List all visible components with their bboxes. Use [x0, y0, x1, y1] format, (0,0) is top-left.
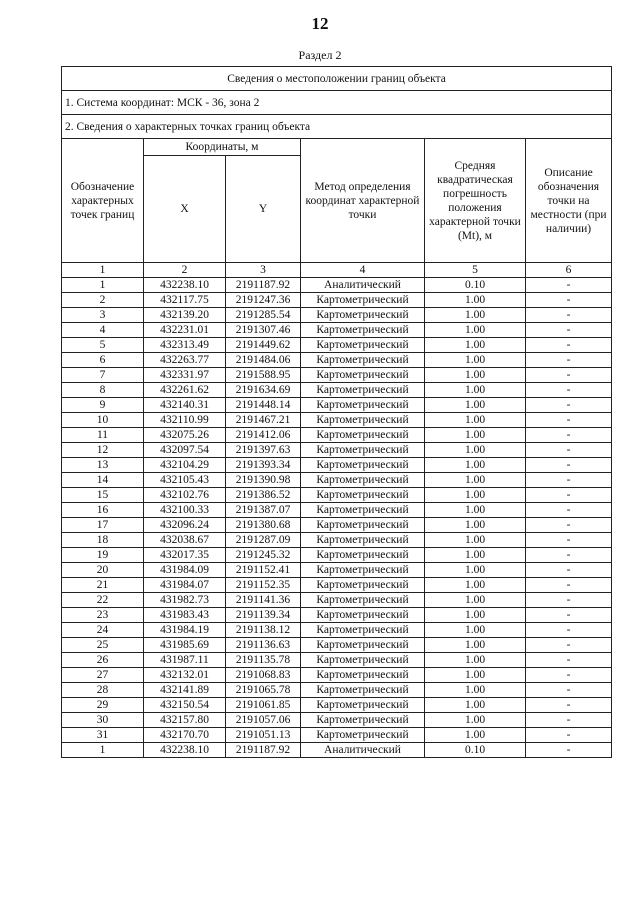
x-coordinate-cell: 432313.49 [144, 338, 226, 353]
y-coordinate-cell: 2191138.12 [226, 623, 301, 638]
method-cell: Аналитический [301, 743, 425, 758]
coord-system: 1. Система координат: МСК - 36, зона 2 [62, 91, 612, 115]
point-number-cell: 19 [62, 548, 144, 563]
error-cell: 1.00 [425, 368, 526, 383]
y-coordinate-cell: 2191057.06 [226, 713, 301, 728]
error-cell: 1.00 [425, 623, 526, 638]
y-coordinate-cell: 2191152.41 [226, 563, 301, 578]
error-cell: 1.00 [425, 338, 526, 353]
table-row [62, 293, 612, 308]
description-cell: - [526, 323, 612, 338]
description-cell: - [526, 578, 612, 593]
y-coordinate-cell: 2191387.07 [226, 503, 301, 518]
y-coordinate-cell: 2191141.36 [226, 593, 301, 608]
point-number-cell: 16 [62, 503, 144, 518]
header-point: Обозначение характерных точек границ [62, 139, 144, 263]
description-cell: - [526, 743, 612, 758]
point-number-cell: 27 [62, 668, 144, 683]
description-cell: - [526, 488, 612, 503]
table-row [62, 548, 612, 563]
x-coordinate-cell: 432140.31 [144, 398, 226, 413]
description-cell: - [526, 413, 612, 428]
method-cell: Картометрический [301, 398, 425, 413]
table-row [62, 398, 612, 413]
point-number-cell: 10 [62, 413, 144, 428]
table-row [62, 743, 612, 758]
y-coordinate-cell: 2191287.09 [226, 533, 301, 548]
point-number-cell: 29 [62, 698, 144, 713]
error-cell: 1.00 [425, 593, 526, 608]
y-coordinate-cell: 2191412.06 [226, 428, 301, 443]
description-cell: - [526, 473, 612, 488]
point-number-cell: 20 [62, 563, 144, 578]
method-cell: Картометрический [301, 563, 425, 578]
description-cell: - [526, 308, 612, 323]
x-coordinate-cell: 431984.09 [144, 563, 226, 578]
x-coordinate-cell: 431982.73 [144, 593, 226, 608]
error-cell: 1.00 [425, 428, 526, 443]
column-number: 5 [425, 263, 526, 278]
x-coordinate-cell: 432117.75 [144, 293, 226, 308]
table-row [62, 473, 612, 488]
x-coordinate-cell: 431984.07 [144, 578, 226, 593]
x-coordinate-cell: 432096.24 [144, 518, 226, 533]
point-number-cell: 23 [62, 608, 144, 623]
section-label: Раздел 2 [298, 48, 342, 62]
y-coordinate-cell: 2191135.78 [226, 653, 301, 668]
y-coordinate-cell: 2191051.13 [226, 728, 301, 743]
y-coordinate-cell: 2191449.62 [226, 338, 301, 353]
x-coordinate-cell: 432141.89 [144, 683, 226, 698]
error-cell: 1.00 [425, 353, 526, 368]
description-cell: - [526, 458, 612, 473]
x-coordinate-cell: 432238.10 [144, 743, 226, 758]
error-cell: 1.00 [425, 518, 526, 533]
point-number-cell: 30 [62, 713, 144, 728]
x-coordinate-cell: 432150.54 [144, 698, 226, 713]
point-number-cell: 13 [62, 458, 144, 473]
method-cell: Картометрический [301, 623, 425, 638]
y-coordinate-cell: 2191187.92 [226, 743, 301, 758]
y-coordinate-cell: 2191136.63 [226, 638, 301, 653]
table-row [62, 653, 612, 668]
error-cell: 1.00 [425, 383, 526, 398]
table-row [62, 698, 612, 713]
error-cell: 1.00 [425, 323, 526, 338]
point-number-cell: 5 [62, 338, 144, 353]
error-cell: 1.00 [425, 728, 526, 743]
table-row [62, 503, 612, 518]
table-row [62, 593, 612, 608]
point-number-cell: 12 [62, 443, 144, 458]
x-coordinate-cell: 432170.70 [144, 728, 226, 743]
column-number: 4 [301, 263, 425, 278]
error-cell: 1.00 [425, 473, 526, 488]
description-cell: - [526, 698, 612, 713]
error-cell: 0.10 [425, 743, 526, 758]
x-coordinate-cell: 431983.43 [144, 608, 226, 623]
x-coordinate-cell: 431987.11 [144, 653, 226, 668]
error-cell: 1.00 [425, 638, 526, 653]
table-row [62, 638, 612, 653]
description-cell: - [526, 593, 612, 608]
method-cell: Картометрический [301, 653, 425, 668]
error-cell: 0.10 [425, 278, 526, 293]
y-coordinate-cell: 2191397.63 [226, 443, 301, 458]
method-cell: Картометрический [301, 713, 425, 728]
table-row [62, 563, 612, 578]
description-cell: - [526, 293, 612, 308]
description-cell: - [526, 638, 612, 653]
method-cell: Картометрический [301, 488, 425, 503]
description-cell: - [526, 443, 612, 458]
x-coordinate-cell: 432261.62 [144, 383, 226, 398]
method-cell: Картометрический [301, 338, 425, 353]
table-row [62, 458, 612, 473]
error-cell: 1.00 [425, 653, 526, 668]
point-number-cell: 26 [62, 653, 144, 668]
x-coordinate-cell: 432100.33 [144, 503, 226, 518]
y-coordinate-cell: 2191393.34 [226, 458, 301, 473]
error-cell: 1.00 [425, 608, 526, 623]
point-number-cell: 17 [62, 518, 144, 533]
method-cell: Аналитический [301, 278, 425, 293]
description-cell: - [526, 518, 612, 533]
description-cell: - [526, 533, 612, 548]
y-coordinate-cell: 2191588.95 [226, 368, 301, 383]
description-cell: - [526, 653, 612, 668]
table-row [62, 308, 612, 323]
y-coordinate-cell: 2191634.69 [226, 383, 301, 398]
error-cell: 1.00 [425, 488, 526, 503]
y-coordinate-cell: 2191386.52 [226, 488, 301, 503]
point-number-cell: 6 [62, 353, 144, 368]
page-number: 12 [311, 14, 329, 33]
x-coordinate-cell: 432157.80 [144, 713, 226, 728]
x-coordinate-cell: 432104.29 [144, 458, 226, 473]
error-cell: 1.00 [425, 668, 526, 683]
point-number-cell: 14 [62, 473, 144, 488]
column-number: 2 [144, 263, 226, 278]
y-coordinate-cell: 2191467.21 [226, 413, 301, 428]
description-cell: - [526, 668, 612, 683]
x-coordinate-cell: 432139.20 [144, 308, 226, 323]
x-coordinate-cell: 432110.99 [144, 413, 226, 428]
table-row [62, 323, 612, 338]
method-cell: Картометрический [301, 578, 425, 593]
method-cell: Картометрический [301, 353, 425, 368]
description-cell: - [526, 428, 612, 443]
table-title: Сведения о местоположении границ объекта [62, 67, 612, 91]
description-cell: - [526, 398, 612, 413]
description-cell: - [526, 713, 612, 728]
point-number-cell: 31 [62, 728, 144, 743]
table-row [62, 338, 612, 353]
method-cell: Картометрический [301, 518, 425, 533]
method-cell: Картометрический [301, 638, 425, 653]
x-coordinate-cell: 432075.26 [144, 428, 226, 443]
error-cell: 1.00 [425, 578, 526, 593]
description-cell: - [526, 278, 612, 293]
x-coordinate-cell: 432038.67 [144, 533, 226, 548]
table-row [62, 683, 612, 698]
y-coordinate-cell: 2191152.35 [226, 578, 301, 593]
point-number-cell: 1 [62, 278, 144, 293]
y-coordinate-cell: 2191285.54 [226, 308, 301, 323]
method-cell: Картометрический [301, 383, 425, 398]
method-cell: Картометрический [301, 413, 425, 428]
point-number-cell: 24 [62, 623, 144, 638]
description-cell: - [526, 338, 612, 353]
table-row [62, 578, 612, 593]
table-row [62, 413, 612, 428]
error-cell: 1.00 [425, 458, 526, 473]
point-number-cell: 25 [62, 638, 144, 653]
error-cell: 1.00 [425, 563, 526, 578]
error-cell: 1.00 [425, 533, 526, 548]
error-cell: 1.00 [425, 293, 526, 308]
point-number-cell: 22 [62, 593, 144, 608]
error-cell: 1.00 [425, 308, 526, 323]
x-coordinate-cell: 432231.01 [144, 323, 226, 338]
description-cell: - [526, 353, 612, 368]
error-cell: 1.00 [425, 503, 526, 518]
method-cell: Картометрический [301, 323, 425, 338]
y-coordinate-cell: 2191068.83 [226, 668, 301, 683]
table-row [62, 428, 612, 443]
table-row [62, 488, 612, 503]
column-number: 6 [526, 263, 612, 278]
description-cell: - [526, 728, 612, 743]
table-row [62, 383, 612, 398]
description-cell: - [526, 548, 612, 563]
point-number-cell: 8 [62, 383, 144, 398]
x-coordinate-cell: 431984.19 [144, 623, 226, 638]
error-cell: 1.00 [425, 413, 526, 428]
y-coordinate-cell: 2191390.98 [226, 473, 301, 488]
x-coordinate-cell: 432102.76 [144, 488, 226, 503]
header-method: Метод определения координат характерной точки [301, 139, 425, 263]
table-row [62, 278, 612, 293]
y-coordinate-cell: 2191065.78 [226, 683, 301, 698]
method-cell: Картометрический [301, 368, 425, 383]
header-y: Y [226, 156, 301, 263]
description-cell: - [526, 683, 612, 698]
table-row [62, 443, 612, 458]
point-number-cell: 21 [62, 578, 144, 593]
error-cell: 1.00 [425, 683, 526, 698]
error-cell: 1.00 [425, 698, 526, 713]
method-cell: Картометрический [301, 503, 425, 518]
method-cell: Картометрический [301, 593, 425, 608]
point-number-cell: 3 [62, 308, 144, 323]
table-row [62, 668, 612, 683]
x-coordinate-cell: 432263.77 [144, 353, 226, 368]
column-number: 3 [226, 263, 301, 278]
method-cell: Картометрический [301, 428, 425, 443]
method-cell: Картометрический [301, 668, 425, 683]
y-coordinate-cell: 2191484.06 [226, 353, 301, 368]
point-number-cell: 18 [62, 533, 144, 548]
table-row [62, 728, 612, 743]
y-coordinate-cell: 2191380.68 [226, 518, 301, 533]
points-heading: 2. Сведения о характерных точках границ объекта [62, 115, 612, 139]
error-cell: 1.00 [425, 548, 526, 563]
method-cell: Картометрический [301, 473, 425, 488]
x-coordinate-cell: 431985.69 [144, 638, 226, 653]
point-number-cell: 4 [62, 323, 144, 338]
table-row [62, 713, 612, 728]
method-cell: Картометрический [301, 548, 425, 563]
point-number-cell: 1 [62, 743, 144, 758]
header-error: Средняя квадратическая погрешность положения характерной точки (Mt), м [425, 139, 526, 263]
y-coordinate-cell: 2191187.92 [226, 278, 301, 293]
description-cell: - [526, 623, 612, 638]
table-row [62, 623, 612, 638]
description-cell: - [526, 383, 612, 398]
x-coordinate-cell: 432132.01 [144, 668, 226, 683]
method-cell: Картометрический [301, 533, 425, 548]
method-cell: Картометрический [301, 698, 425, 713]
error-cell: 1.00 [425, 443, 526, 458]
description-cell: - [526, 503, 612, 518]
x-coordinate-cell: 432105.43 [144, 473, 226, 488]
header-description: Описание обозначения точки на местности (при наличии) [526, 139, 612, 263]
point-number-cell: 9 [62, 398, 144, 413]
y-coordinate-cell: 2191061.85 [226, 698, 301, 713]
y-coordinate-cell: 2191448.14 [226, 398, 301, 413]
point-number-cell: 7 [62, 368, 144, 383]
header-x: X [144, 156, 226, 263]
method-cell: Картометрический [301, 728, 425, 743]
description-cell: - [526, 608, 612, 623]
error-cell: 1.00 [425, 713, 526, 728]
table-row [62, 518, 612, 533]
description-cell: - [526, 563, 612, 578]
x-coordinate-cell: 432238.10 [144, 278, 226, 293]
y-coordinate-cell: 2191245.32 [226, 548, 301, 563]
method-cell: Картометрический [301, 608, 425, 623]
boundary-points-table [61, 66, 612, 758]
point-number-cell: 15 [62, 488, 144, 503]
description-cell: - [526, 368, 612, 383]
column-number: 1 [62, 263, 144, 278]
header-coords: Координаты, м [144, 139, 301, 156]
method-cell: Картометрический [301, 308, 425, 323]
x-coordinate-cell: 432017.35 [144, 548, 226, 563]
point-number-cell: 11 [62, 428, 144, 443]
method-cell: Картометрический [301, 458, 425, 473]
x-coordinate-cell: 432331.97 [144, 368, 226, 383]
error-cell: 1.00 [425, 398, 526, 413]
point-number-cell: 28 [62, 683, 144, 698]
table-row [62, 353, 612, 368]
y-coordinate-cell: 2191247.36 [226, 293, 301, 308]
method-cell: Картометрический [301, 293, 425, 308]
table-row [62, 533, 612, 548]
table-row [62, 368, 612, 383]
table-row [62, 608, 612, 623]
point-number-cell: 2 [62, 293, 144, 308]
x-coordinate-cell: 432097.54 [144, 443, 226, 458]
y-coordinate-cell: 2191139.34 [226, 608, 301, 623]
method-cell: Картометрический [301, 683, 425, 698]
y-coordinate-cell: 2191307.46 [226, 323, 301, 338]
method-cell: Картометрический [301, 443, 425, 458]
